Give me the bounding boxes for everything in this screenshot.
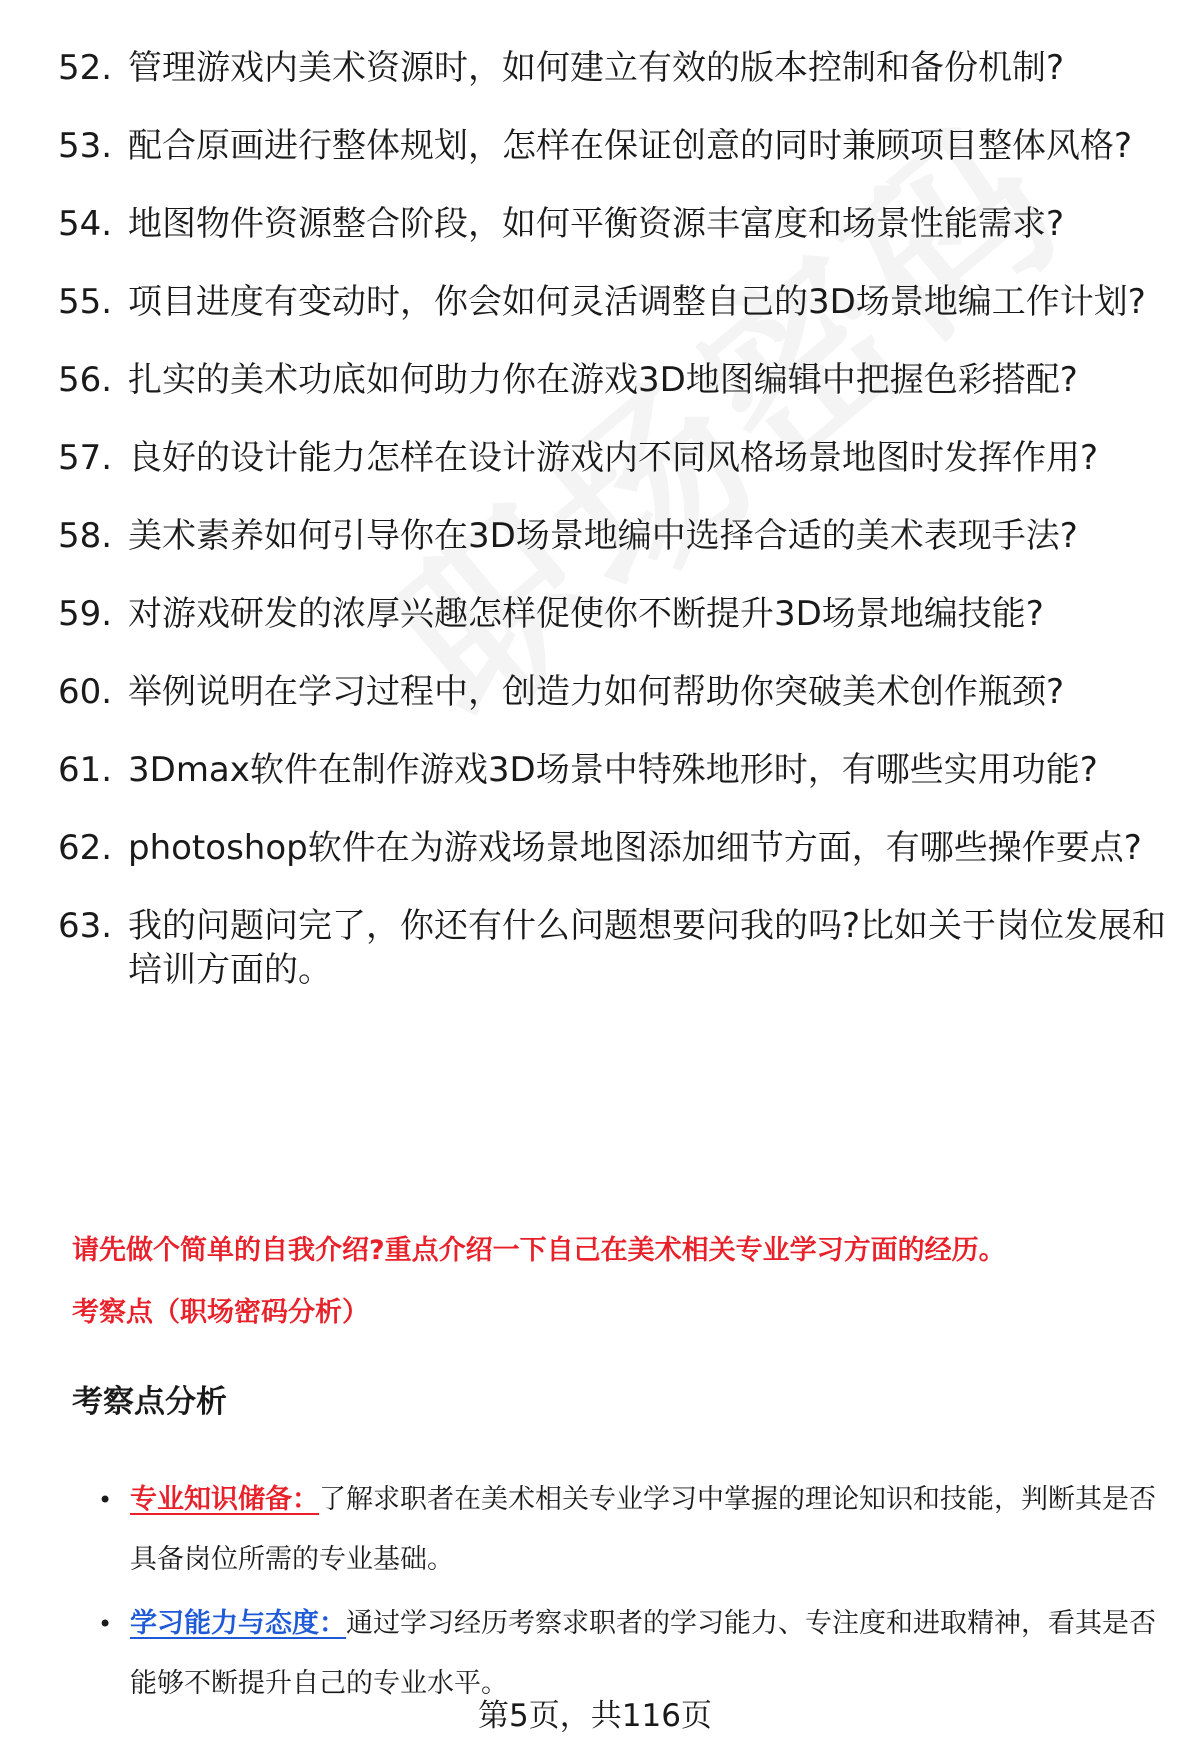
- list-item: [58, 748, 1168, 792]
- list-item: [98, 1470, 1158, 1590]
- question-text: 良好的设计能力怎样在设计游戏内不同风格场景地图时发挥作用?: [128, 438, 1099, 478]
- list-item: [58, 358, 1168, 402]
- analysis-bullets: [98, 1470, 1158, 1718]
- question-list: [58, 46, 1168, 1026]
- list-item: [58, 514, 1168, 558]
- list-item: [58, 46, 1168, 90]
- bullet-text: 通过学习经历考察求职者的学习能力、专注度和进取精神，看其是否能够不断提升自己的专业水平。: [130, 1608, 1156, 1699]
- question-number: 52.: [58, 48, 113, 88]
- question-text: 对游戏研发的浓厚兴趣怎样促使你不断提升3D场景地编技能?: [128, 594, 1044, 634]
- bullet-text: 了解求职者在美术相关专业学习中掌握的理论知识和技能，判断其是否具备岗位所需的专业基础。: [130, 1484, 1156, 1575]
- list-item: [58, 436, 1168, 480]
- question-number: 59.: [58, 594, 113, 634]
- question-text: photoshop软件在为游戏场景地图添加细节方面，有哪些操作要点?: [128, 828, 1142, 868]
- question-text: 配合原画进行整体规划，怎样在保证创意的同时兼顾项目整体风格?: [128, 126, 1133, 166]
- list-item: [58, 670, 1168, 714]
- question-number: 56.: [58, 360, 113, 400]
- question-text: 我的问题问完了，你还有什么问题想要问我的吗?比如关于岗位发展和培训方面的。: [128, 906, 1167, 990]
- list-item: [58, 280, 1168, 324]
- question-number: 57.: [58, 438, 113, 478]
- question-text: 3Dmax软件在制作游戏3D场景中特殊地形时，有哪些实用功能?: [128, 750, 1098, 790]
- question-number: 58.: [58, 516, 113, 556]
- highlight-question: 请先做个简单的自我介绍?重点介绍一下自己在美术相关专业学习方面的经历。: [72, 1235, 1006, 1266]
- question-number: 63.: [58, 906, 113, 946]
- question-number: 55.: [58, 282, 113, 322]
- question-number: 54.: [58, 204, 113, 244]
- bullet-icon: •: [98, 1610, 113, 1638]
- bullet-key-link[interactable]: 学习能力与态度：: [130, 1608, 346, 1639]
- question-text: 美术素养如何引导你在3D场景地编中选择合适的美术表现手法?: [128, 516, 1078, 556]
- list-item: [58, 826, 1168, 870]
- question-number: 61.: [58, 750, 113, 790]
- question-number: 60.: [58, 672, 113, 712]
- bullet-icon: •: [98, 1486, 113, 1514]
- analysis-heading: 考察点分析: [72, 1384, 227, 1420]
- question-text: 管理游戏内美术资源时，如何建立有效的版本控制和备份机制?: [128, 48, 1065, 88]
- question-number: 62.: [58, 828, 113, 868]
- analysis-label: 考察点（职场密码分析）: [72, 1297, 369, 1328]
- question-text: 举例说明在学习过程中，创造力如何帮助你突破美术创作瓶颈?: [128, 672, 1065, 712]
- question-text: 扎实的美术功底如何助力你在游戏3D地图编辑中把握色彩搭配?: [128, 360, 1078, 400]
- list-item: [58, 592, 1168, 636]
- list-item: [58, 124, 1168, 168]
- question-text: 项目进度有变动时，你会如何灵活调整自己的3D场景地编工作计划?: [128, 282, 1146, 322]
- question-number: 53.: [58, 126, 113, 166]
- question-text: 地图物件资源整合阶段，如何平衡资源丰富度和场景性能需求?: [128, 204, 1065, 244]
- bullet-key-link[interactable]: 专业知识储备：: [130, 1484, 319, 1515]
- page-number: 第5页，共116页: [478, 1698, 712, 1734]
- list-item: [58, 904, 1168, 992]
- list-item: [58, 202, 1168, 246]
